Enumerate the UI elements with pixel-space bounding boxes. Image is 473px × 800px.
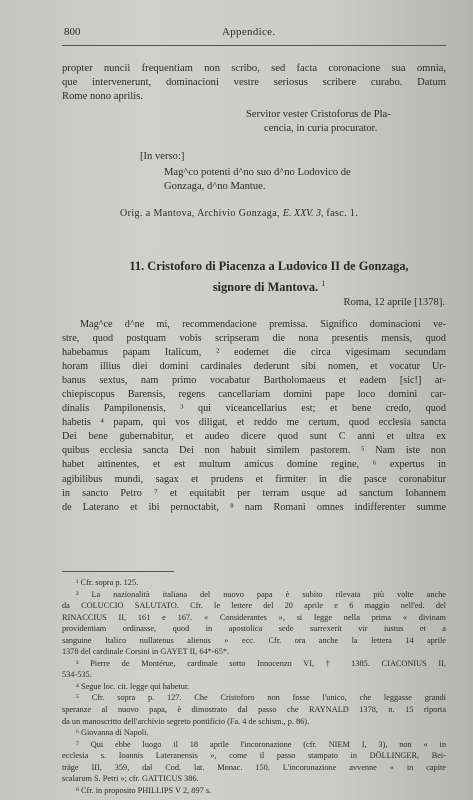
text-line: banus sextus, nam primo vocabatur Bartholomaeus et eadem [sic!] ar- [62,375,446,387]
letter-title [94,258,444,296]
text-line: agibilibus mundi, sagax et prudens et firmiter in die pasce coronabitur [62,473,446,485]
address-line: Mag^co potenti d^no suo d^no Lodovico de [164,167,351,178]
footnote-line: sanguine Italico nullatenus alienus » ecc. Cfr. ora anche la lettera 14 aprile [62,635,446,645]
footnote-line: RINACCIUS II, 161 e 167. « Considerantes », si legge nella prima « divinam [62,612,446,622]
footnote-line: 1378 del cardinale Corsini in GAYET II, 64*-65*. [62,647,230,657]
text-line: chiepiscopus Barensis, regens cancellariam domini pape loco domini car- [62,389,446,401]
previous-letter-text [62,62,446,104]
text-line: Mag^ce d^ne mi, recommendacione premissa. Significo dominacioni ve- [80,319,446,330]
footnote-line: ⁶ Giovanna di Napoli. [76,728,149,738]
footnote-line: träge III, 359, dal Cod. lat. Monac. 150. L'incoronazione avvenne « in capite [62,762,446,772]
footnote-rule [62,571,174,572]
verso-label: [In verso:] [140,151,185,162]
text-line: in sancto Petro ⁷ et equitabit per terram usque ad sanctum Iohannem [62,487,446,499]
header-rule [62,45,446,46]
footnote-line: ² La nazionalità italiana del nuovo papa è subito rilevata più volte anche [76,589,446,599]
origin-prefix: Orig. a Mantova, Archivio Gonzaga, [120,208,280,219]
text-line: Dei bene gubernabitur, et audeo dicere quod sunt C anni et ultra ex [62,431,446,443]
text-line: habebamus papam Italicum, ² eodemet die circa vigesimam secundam [62,347,446,359]
text-line: habetis ⁴ papam, qui vos diligat, et reddo me certum, quod ecclesia sancta [62,417,446,429]
text-line: stre, quod postquam vobis scripseram die nona presentis mensis, quod [62,333,446,345]
title-text: signore di Mantova. [212,280,319,295]
text-line: propter nuncii frequentiam non scribo, sed facta coronacione sua omnia, [62,63,446,74]
title-line [94,275,444,296]
origin-ref: E. XXV. 3, [282,208,324,219]
footnote-line: ¹ Cfr. sopra p. 125. [76,578,139,587]
text-line: que intervenerunt, dominacioni vestre seriosus scribere curabo. Datum [62,77,446,88]
footnote-line: da COLUCCIO SALUTATO. Cfr. le lettere del 20 aprile e 6 maggio nell'ed. del [62,601,446,611]
running-title: Appendice. [222,26,276,38]
text-line: horam illius diei domini cardinales dederunt sibi nomen, et vocatur Ur- [62,361,446,373]
footnotes [62,577,446,796]
page-number: 800 [64,26,81,38]
footnote-line: ⁵ Cfr. sopra p. 127. Che Cristoforo non fosse l'unico, che leggasse grandi [76,693,446,703]
footnote-line: da un manoscritto dell'archivio segreto pontificio (Fa. 4 de schism., p. 86). [62,716,310,726]
text-line: quibus ecclesia sancta Dei non habuit similem pastorem. ⁵ Nam iste non [62,445,446,457]
footnote-line: scalarum S. Petri »; cfr. GATTICUS 386. [62,774,199,784]
footnote-line: ⁴ Segue loc. cit. legge qui habetur. [76,681,190,691]
text-line: dinalis Pampilonensis, ³ qui viceancellarius est; et bene credo, quod [62,403,446,415]
footnote-line: ³ Pierre de Montérue, cardinale sotto Innocenzo VI, † 1385. CIACONIUS II, [76,658,446,668]
letter-date: Roma, 12 aprile [1378]. [343,297,445,308]
address-block [164,166,351,194]
page-header [64,26,444,42]
text-line: de Laterano et ibi pernoctabit, ⁸ nam Romani omnes indifferenter summe [62,501,446,513]
title-note-ref: 1 [321,279,326,288]
archival-origin [120,208,358,219]
footnote-line: 534-535. [62,670,92,680]
footnote-line: providentiam ordinasse, quod in apostolica sede surrexerit vir iustus et a [62,624,446,634]
signature-line: cencia, in curia procurator. [264,123,378,134]
footnote-line: ecclesia s. Ioannis Lateranensis », come il passo stampato in DÖLLINGER, Bei- [62,751,446,761]
letter-body [62,318,446,515]
text-line: Rome nono aprilis. [62,91,143,102]
footnote-line: speranze al nuovo papa, è dimostrato dal passo che RAYNALD 1378, n. 15 riporta [62,705,446,715]
footnote-line: ⁸ Cfr. in proposito PHILLIPS V 2, 897 s. [76,785,212,795]
title-line: 11. Cristoforo di Piacenza a Ludovico II de Gonzaga, [129,259,409,273]
text-line: habet attinentes, et est multum amicus domine regine, ⁶ expertus in [62,459,446,471]
address-line: Gonzaga, d^no Mantue. [164,181,266,192]
signature [246,108,446,136]
origin-suffix: fasc. 1. [326,208,359,219]
footnote-line: ⁷ Qui ebbe luogo il 18 aprile l'incoronazione (cfr. NIEM I, 3), non « in [76,739,446,749]
signature-line: Servitor vester Cristoforus de Pla- [246,109,391,120]
